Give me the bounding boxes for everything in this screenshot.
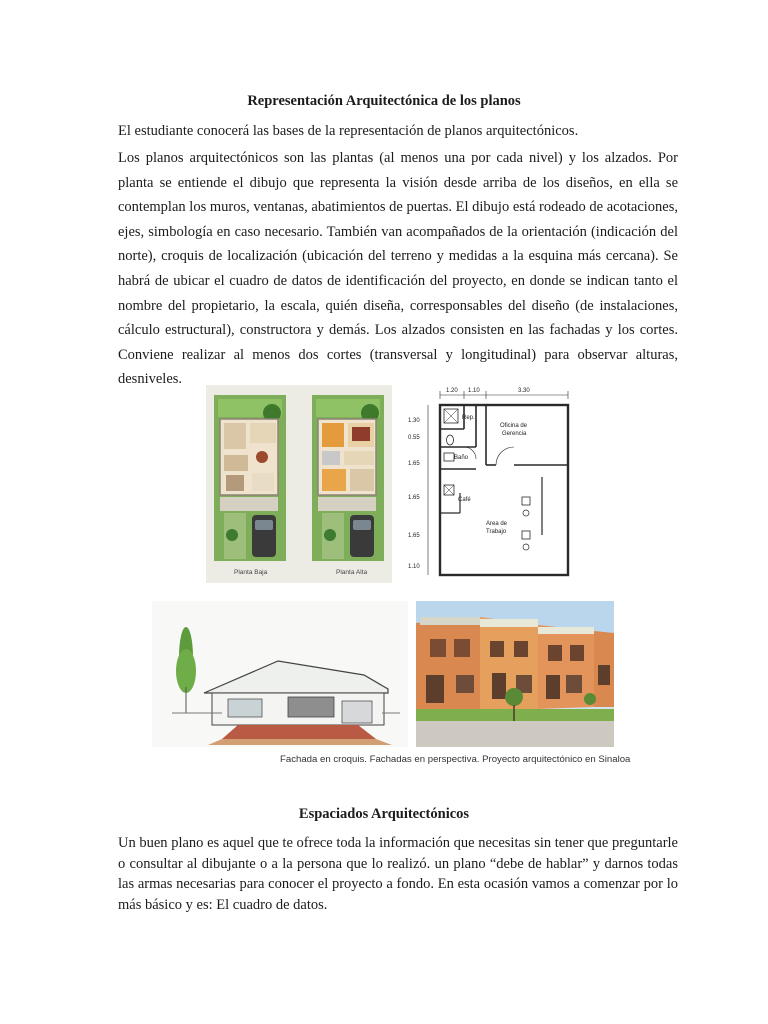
body-paragraph-2: Un buen plano es aquel que te ofrece toda la información que necesitas sin tener que preguntarle o consultar al dibujante o a la persona que lo realizó. un plano “debe de hablar” y darnos todas las armas necesarias para conocer el proyecto a fondo. En esta ocasión vamos a comenzar por lo más básico y es: El cuadro de datos.	[118, 835, 678, 913]
dim-top-1: 1.20	[446, 388, 458, 394]
sink-icon	[444, 453, 454, 461]
room-label-rep: Rep.	[462, 415, 475, 421]
street	[416, 721, 614, 747]
dim-left-5: 1.65	[408, 533, 420, 539]
dim-left-2: 0.55	[408, 435, 420, 441]
dim-left-4: 1.65	[408, 495, 420, 501]
floorplans-image	[206, 385, 392, 583]
room-label-bath: Baño	[454, 455, 469, 461]
ground-floor-label: Planta Baja	[234, 569, 268, 576]
room-label-work: Area de	[486, 521, 508, 527]
facade-roof	[204, 661, 388, 693]
body-paragraph: Los planos arquitectónicos son las plantas (al menos una por cada nivel) y los alzados. Por planta se entiende el dibujo que representa la visión desde arriba de los diseños, en ella se contemplan los muros, ventanas, abatimientos de puertas. El dibujo está rodeado de acotaciones, ejes, simbología en caso necesario. También van acompañados de la orientación (indicación del norte), croquis de localización (ubicación del terreno y medidas a la esquina más cercana). Se habrá de ubicar el cuadro de datos de identificación del proyecto, en donde se indican tanto el nombre del propietario, la escala, quién diseña, corresponsables del diseño (de instalaciones, cálculo estructural), constructora y demás. Los alzados consisten en las fachadas y los cortes. Conviene realizar al menos dos cortes (transversal y longitudinal) para observar alturas, desniveles.	[118, 150, 678, 388]
intro-paragraph: El estudiante conocerá las bases de la representación de planos arquitectónicos.	[118, 123, 579, 139]
dim-top-2: 1.10	[468, 388, 480, 394]
house-facade	[416, 617, 480, 713]
room-label-cafe: Café	[458, 497, 471, 503]
section-heading: Espaciados Arquitectónicos	[298, 806, 470, 822]
room-label-office: Oficina de	[500, 423, 528, 429]
facade-sketch-image	[152, 601, 408, 747]
figure-caption: Fachada en croquis. Fachadas en perspectiva. Proyecto arquitectónico en Sinaloa	[280, 754, 631, 765]
dim-top-3: 3.30	[518, 388, 530, 394]
room-label-office-2: Gerencia	[502, 431, 527, 437]
dim-left-3: 1.65	[408, 461, 420, 467]
upper-floor-plan	[312, 395, 384, 561]
row-houses-image	[416, 601, 614, 747]
dim-left-1: 1.30	[408, 418, 420, 424]
desk-chair-icon	[522, 531, 530, 539]
toilet-icon	[447, 435, 454, 445]
dim-left-6: 1.10	[408, 564, 420, 570]
tree-icon	[505, 688, 523, 706]
office-plan-image	[404, 385, 580, 585]
ground-floor-plan	[214, 395, 286, 561]
upper-floor-label: Planta Alta	[336, 569, 368, 576]
room-label-work-2: Trabajo	[486, 529, 507, 535]
page-title: Representación Arquitectónica de los planos	[247, 93, 521, 109]
desk-chair-icon	[522, 497, 530, 505]
